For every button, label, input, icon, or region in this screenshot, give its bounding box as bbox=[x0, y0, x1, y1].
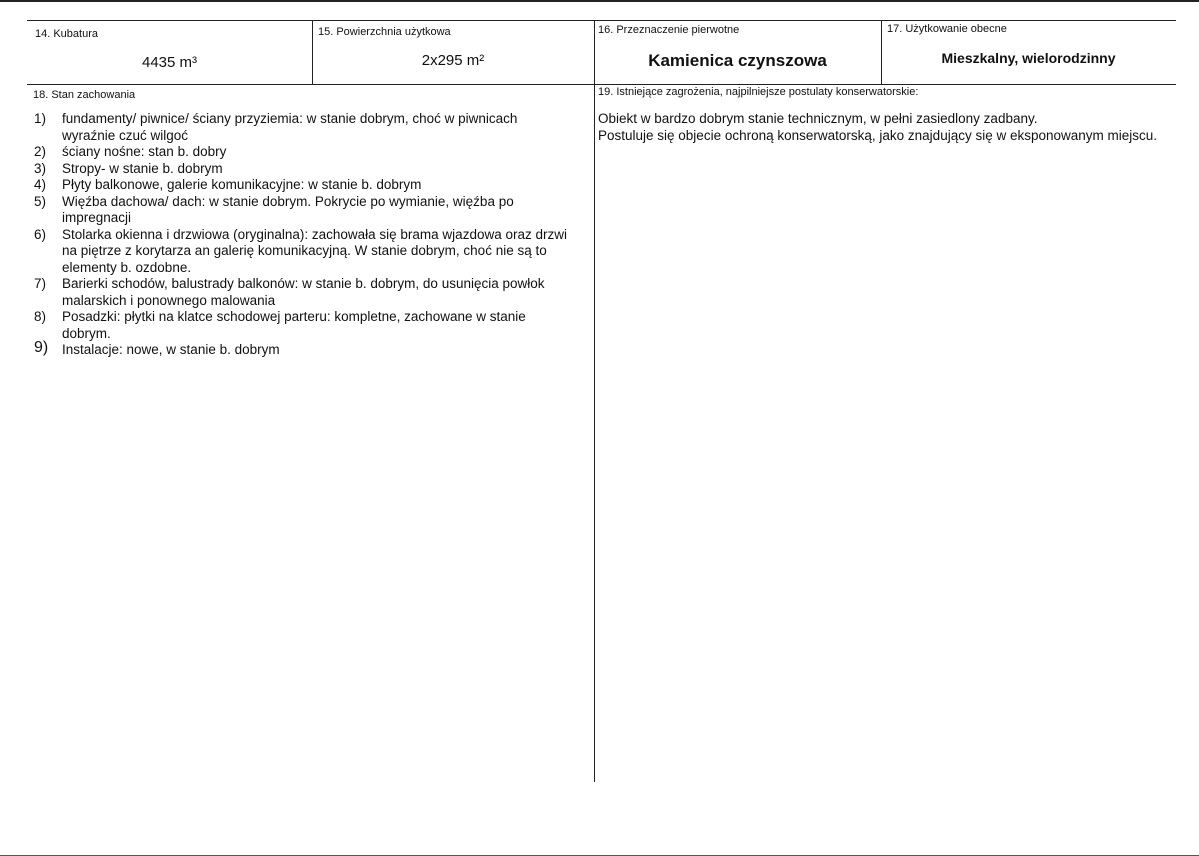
field-14-label: 14. Kubatura bbox=[35, 28, 98, 40]
condition-item bbox=[34, 276, 574, 309]
threats-paragraph: Obiekt w bardzo dobrym stanie technicznym, w pełni zasiedlony zadbany. bbox=[598, 111, 1038, 126]
condition-item-text: Barierki schodów, balustrady balkonów: w stanie b. dobrym, do usunięcia powłok malarskich i ponownego malowania bbox=[62, 276, 545, 308]
condition-item bbox=[34, 339, 574, 359]
threats-label: 19. Istniejące zagrożenia, najpilniejsze postulaty konserwatorskie: bbox=[598, 86, 919, 98]
condition-item-number: 9) bbox=[34, 339, 49, 356]
condition-item-text: Posadzki: płytki na klatce schodowej parteru: kompletne, zachowane w stanie dobrym. bbox=[62, 309, 526, 341]
condition-item-text: Więźba dachowa/ dach: w stanie dobrym. Pokrycie po wymianie, więźba po impregnacji bbox=[62, 193, 514, 225]
field-17-value: Mieszkalny, wielorodzinny bbox=[941, 50, 1116, 66]
condition-item bbox=[34, 161, 574, 178]
condition-item bbox=[34, 309, 574, 342]
condition-item-number: 4) bbox=[34, 177, 47, 192]
condition-item-number: 8) bbox=[34, 309, 47, 324]
condition-item bbox=[34, 177, 574, 194]
condition-item-text: fundamenty/ piwnice/ ściany przyziemia: w stanie dobrym, choć w piwnicach wyraźnie czuć wilgoć bbox=[62, 111, 518, 143]
condition-item-number: 6) bbox=[34, 226, 47, 242]
condition-item-number: 7) bbox=[34, 276, 47, 291]
grid-line-top bbox=[27, 20, 1176, 21]
condition-item-number: 1) bbox=[34, 111, 47, 126]
condition-list bbox=[34, 111, 574, 359]
condition-item-number: 5) bbox=[34, 193, 47, 209]
condition-item-text: ściany nośne: stan b. dobry bbox=[62, 144, 227, 159]
condition-item-text: Stropy- w stanie b. dobrym bbox=[62, 160, 223, 176]
field-17-label: 17. Użytkowanie obecne bbox=[887, 23, 1007, 35]
condition-item-number: 2) bbox=[34, 144, 47, 159]
condition-item bbox=[34, 227, 574, 277]
field-16-value: Kamienica czynszowa bbox=[648, 51, 827, 70]
condition-item-number: 3) bbox=[34, 160, 47, 176]
condition-item bbox=[34, 144, 574, 161]
condition-label: 18. Stan zachowania bbox=[33, 89, 136, 101]
grid-vline-2 bbox=[594, 20, 595, 782]
condition-item-text: Stolarka okienna i drzwiowa (oryginalna): zachowała się brama wjazdowa oraz drzwi na piętrze z korytarza an galerię komunikacyjną. W stanie dobrym, choć nie są to elementy b. ozdobne. bbox=[62, 226, 567, 275]
condition-item-text: Płyty balkonowe, galerie komunikacyjne: w stanie b. dobrym bbox=[62, 177, 422, 192]
condition-item-text: Instalacje: nowe, w stanie b. dobrym bbox=[62, 342, 280, 357]
grid-line-middle bbox=[27, 84, 1176, 85]
threats-text bbox=[598, 111, 1158, 144]
field-14-value: 4435 m³ bbox=[141, 54, 198, 71]
field-15-label: 15. Powierzchnia użytkowa bbox=[318, 26, 451, 38]
field-15-value: 2x295 m² bbox=[421, 52, 485, 69]
condition-item bbox=[34, 111, 574, 144]
condition-item bbox=[34, 194, 574, 227]
threats-paragraph: Postuluje się objecie ochroną konserwatorską, jako znajdujący się w eksponowanym miejscu. bbox=[598, 127, 1158, 143]
field-16-label: 16. Przeznaczenie pierwotne bbox=[598, 24, 740, 36]
